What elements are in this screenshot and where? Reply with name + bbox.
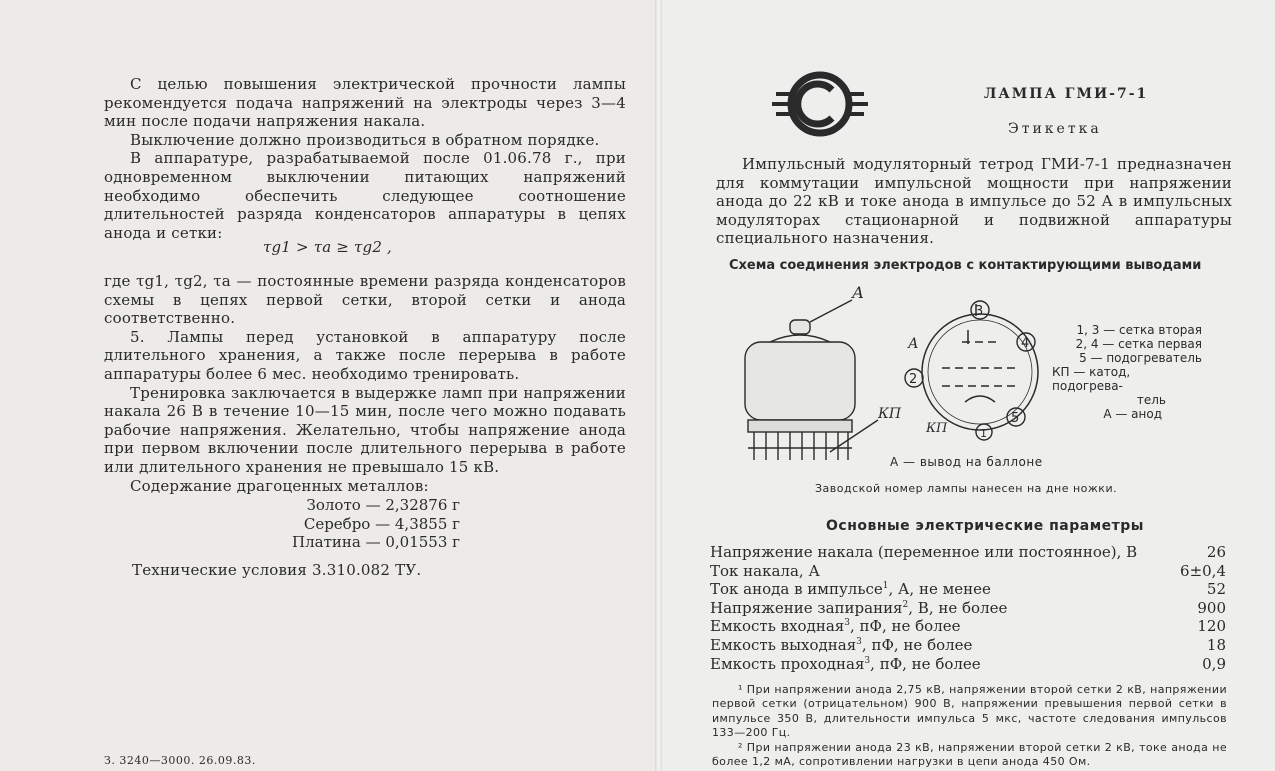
electrode-diagram xyxy=(730,280,1050,470)
page-title: ЛАМПА ГМИ-7-1 xyxy=(984,86,1149,102)
label-anode-top: А xyxy=(852,283,865,302)
legend-row-5: тель xyxy=(1136,393,1166,407)
paragraph-training-required: 5. Лампы перед установкой в аппаратуру после длительного хранения, а также после перерыва в работе аппаратуры более 6 мес. необходимо тренировать. xyxy=(104,327,626,383)
pin-1: 1 xyxy=(980,427,987,440)
metal-silver: Серебро — 4,3855 г xyxy=(303,514,460,533)
pin-5: 5 xyxy=(1011,411,1020,426)
params-title: Основные электрические параметры xyxy=(826,518,1144,534)
param-row xyxy=(710,655,1226,674)
scheme-title: Схема соединения электродов с контактирующими выводами xyxy=(729,258,1202,273)
footnotes xyxy=(712,683,1227,769)
description-paragraph: Импульсный модуляторный тетрод ГМИ-7-1 предназначен для коммутации импульсной мощности при напряжении анода до 22 кВ и токе анода в импульсе до 52 А в импульсных модуляторах стационарной и подвижной аппаратуры специального назначения. xyxy=(716,155,1232,248)
left-text-block-1 xyxy=(104,75,626,242)
diagram-caption: А — вывод на баллоне xyxy=(890,455,1043,469)
paragraph-time-constants: где τg1, τg2, τa — постоянные времени разряда конденсаторов схемы в цепях первой сетки, второй сетки и анода соответственно. xyxy=(104,272,626,328)
pin-markers xyxy=(905,301,1035,440)
metal-platinum: Платина — 0,01553 г xyxy=(292,533,460,552)
pinout-drawing xyxy=(922,304,1038,430)
param-value: 120 xyxy=(1197,617,1226,636)
param-name: Ток накала, А xyxy=(710,561,820,580)
legend-row-2: 2, 4 — сетка первая xyxy=(1075,337,1202,351)
param-name: Емкость входная xyxy=(710,617,845,636)
factory-number-note: Заводской номер лампы нанесен на дне ножки. xyxy=(815,482,1118,495)
metals-intro: Содержание драгоценных металлов: xyxy=(130,476,429,495)
param-name-group xyxy=(710,599,1007,618)
pin-2: 2 xyxy=(909,372,918,387)
legend-row-6: А — анод xyxy=(1103,407,1162,421)
footnote-2: ² При напряжении анода 23 кВ, напряжении второй сетки 2 кВ, токе анода не более 1,2 мА, сопротивлении нагрузки в цепи анода 450 Ом. xyxy=(712,740,1227,769)
param-value: 900 xyxy=(1197,598,1226,617)
label-kp-left: КП xyxy=(878,406,902,422)
page-fold xyxy=(655,0,662,771)
param-value: 52 xyxy=(1206,580,1226,599)
param-name-group xyxy=(710,655,981,674)
legend-row-3: 5 — подогреватель xyxy=(1079,351,1202,365)
param-row xyxy=(710,580,1226,599)
param-value: 18 xyxy=(1206,635,1226,654)
param-unit: , пФ, не более xyxy=(870,654,981,673)
footnote-ref: 3 xyxy=(856,636,862,647)
param-name-group xyxy=(710,636,972,655)
param-unit: , А, не менее xyxy=(888,580,991,599)
legend-row-4: КП — катод, подогрева- xyxy=(1052,365,1131,393)
param-unit: , пФ, не более xyxy=(861,635,973,654)
footnote-ref: 3 xyxy=(864,655,871,666)
pin-3: 3 xyxy=(975,304,984,319)
label-anode-pin: А xyxy=(908,336,919,352)
param-value: 6±0,4 xyxy=(1180,561,1226,580)
footnote-1: ¹ При напряжении анода 2,75 кВ, напряжении второй сетки 2 кВ, напряжении первой сетки (отрицательном) 900 В, напряжении превышения первой сетки в импульсе 350 В, длительности импульса 5 мкс, частоте следования импульсов 133—200 Гц. xyxy=(712,683,1227,740)
param-name-group xyxy=(710,617,960,636)
manufacturer-logo xyxy=(772,68,868,140)
technical-conditions: Технические условия 3.310.082 ТУ. xyxy=(132,561,422,579)
param-unit: , пФ, не более xyxy=(849,617,961,636)
params-table xyxy=(710,543,1226,673)
footnote-ref: 2 xyxy=(902,599,909,610)
param-unit: , В, не более xyxy=(908,598,1008,617)
footnote-ref: 1 xyxy=(882,581,889,592)
param-name: Напряжение накала (переменное или постоянное), В xyxy=(710,543,1138,561)
pin-legend xyxy=(1052,323,1202,421)
left-text-block-2 xyxy=(104,272,626,495)
tube-drawing xyxy=(745,300,878,460)
param-row xyxy=(710,636,1226,655)
metals-list xyxy=(280,496,460,552)
paragraph-voltage-delay: С целью повышения электрической прочности лампы рекомендуется подача напряжений на электроды через 3—4 мин после подачи напряжения накала. xyxy=(104,75,626,131)
param-name: Напряжение запирания xyxy=(710,598,903,617)
param-row xyxy=(710,599,1226,618)
param-name: Емкость проходная xyxy=(710,654,865,673)
paragraph-shutdown-order: Выключение должно производиться в обратном порядке. xyxy=(130,130,600,149)
tube-description xyxy=(716,155,1232,248)
param-row xyxy=(710,543,1226,562)
param-name-group xyxy=(710,580,991,599)
param-name: Емкость выходная xyxy=(710,635,857,654)
pin-4: 4 xyxy=(1021,336,1030,351)
paragraph-capacitor-discharge: В аппаратуре, разрабатываемой после 01.06.78 г., при одновременном выключении питающих напряжений необходимо обеспечить следующее соотношение длительностей разряда конденсаторов аппаратуры в цепях анода и сетки: xyxy=(104,149,626,242)
param-value: 0,9 xyxy=(1202,654,1226,673)
formula: τg1 > τa ≥ τg2 , xyxy=(262,238,393,256)
metal-gold: Золото — 2,32876 г xyxy=(306,496,460,514)
param-name: Ток анода в импульсе xyxy=(710,580,883,599)
param-row xyxy=(710,617,1226,636)
param-row xyxy=(710,562,1226,581)
param-value: 26 xyxy=(1206,543,1226,561)
paragraph-training-procedure: Тренировка заключается в выдержке ламп при напряжении накала 26 В в течение 10—15 мин, после чего можно подавать рабочие напряжения. Желательно, чтобы напряжение анода при первом включении после длительного перерыва в работе или длительного хранения не превышало 15 кВ. xyxy=(104,383,626,476)
legend-row-1: 1, 3 — сетка вторая xyxy=(1076,323,1202,337)
label-kp-pin: КП xyxy=(926,421,948,436)
footnote-ref: 3 xyxy=(844,618,850,629)
page-subtitle: Этикетка xyxy=(1008,121,1102,137)
print-footer: З. 3240—3000. 26.09.83. xyxy=(104,754,256,767)
